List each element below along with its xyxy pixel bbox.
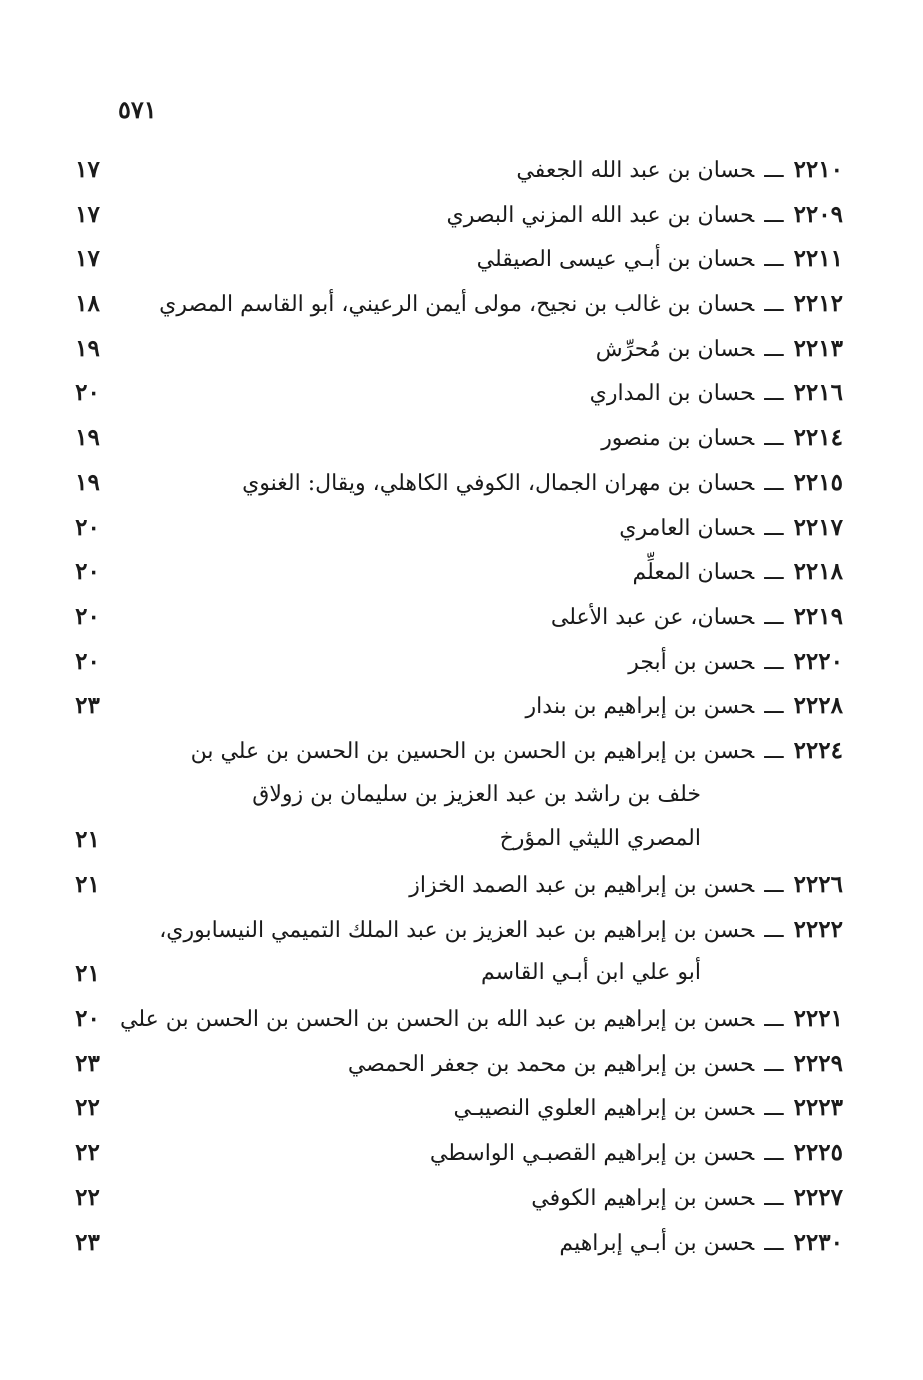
entry-dash: ـــ <box>764 247 784 273</box>
entry-page-ref: ١٧ <box>75 156 100 183</box>
entry-dash: ـــ <box>764 426 784 452</box>
entry-dash: ـــ <box>764 292 784 318</box>
entry-continuation-line <box>0 820 923 865</box>
entry-dash: ـــ <box>764 515 784 541</box>
entry-name: حسان بن عبد الله المزني البصري <box>446 202 755 228</box>
entry-line <box>0 239 923 284</box>
entry-text-block <box>559 1229 843 1256</box>
entry-name: حسن بن إبراهيم بن بندار <box>525 694 755 720</box>
entry-name: حسان بن عبد الله الجعفي <box>516 158 755 183</box>
entry-page-ref: ٢١ <box>75 871 100 898</box>
entry-name: حسن بن إبراهيم بن عبد الصمد الخزاز <box>409 873 755 898</box>
entry-name: حسان بن أبـي عيسى الصيقلي <box>476 247 755 273</box>
entry-page-ref: ٢١ <box>75 826 100 854</box>
index-entry <box>0 195 923 240</box>
index-entry <box>0 1044 923 1089</box>
entry-line <box>0 552 923 597</box>
entry-line <box>0 597 923 642</box>
entry-number: ٢٢٢٩ <box>793 1049 843 1077</box>
index-entry <box>0 999 923 1044</box>
entry-page-ref: ١٧ <box>75 200 100 228</box>
entry-name: حسان بن منصور <box>601 426 755 452</box>
entry-dash: ـــ <box>764 694 784 720</box>
entry-page-ref: ٢٣ <box>75 1228 100 1256</box>
entry-text-block <box>242 469 843 496</box>
entry-dash: ـــ <box>764 1051 784 1077</box>
entry-page-ref: ٢٣ <box>75 1049 100 1077</box>
entry-page-ref: ١٨ <box>75 290 100 318</box>
entry-text-block <box>430 1139 843 1166</box>
entry-name: حسن بن إبراهيم بن محمد بن جعفر الحمصي <box>347 1051 755 1077</box>
entry-dash: ـــ <box>764 560 784 586</box>
entry-number: ٢٢٢٦ <box>793 871 843 898</box>
entry-line <box>0 1223 923 1268</box>
entry-line <box>0 1133 923 1178</box>
entry-name: حسن بن أبـي إبراهيم <box>559 1230 755 1256</box>
entry-line <box>0 865 923 910</box>
index-entry <box>0 284 923 329</box>
entry-text-block <box>120 1005 843 1032</box>
entry-dash: ـــ <box>764 470 784 496</box>
entry-name: حسان بن مهران الجمال، الكوفي الكاهلي، ويقال: الغنوي <box>242 470 755 496</box>
entry-text-block <box>632 558 843 585</box>
entry-name: حسن بن إبراهيم القصبـي الواسطي <box>429 1141 755 1167</box>
entry-line <box>0 1088 923 1133</box>
entry-continuation-line <box>0 954 923 999</box>
entry-continuation-text: خلف بن راشد بن عبد العزيز بن سليمان بن زولاق <box>252 781 701 807</box>
index-entry <box>0 239 923 284</box>
index-entry <box>0 686 923 731</box>
entry-name: حسان بن غالب بن نجيح، مولى أيمن الرعيني، أبو القاسم المصري <box>159 292 755 318</box>
entry-text-block <box>159 916 843 943</box>
entry-page-ref: ٢٢ <box>75 1183 100 1211</box>
entry-number: ٢٢١٤ <box>793 424 843 452</box>
entry-line <box>0 150 923 195</box>
index-entry <box>0 463 923 508</box>
entry-text-block <box>191 737 843 764</box>
entry-page-ref: ١٩ <box>75 334 100 362</box>
entry-continuation-text: المصري الليثي المؤرخ <box>499 826 701 852</box>
entry-continuation-text: أبو علي ابن أبـي القاسم <box>480 960 701 986</box>
entry-text-block <box>590 379 843 406</box>
entry-line <box>0 463 923 508</box>
entry-line <box>0 195 923 240</box>
entry-line <box>0 508 923 553</box>
entry-page-ref: ٢٢ <box>75 1139 100 1167</box>
entry-page-ref: ١٩ <box>75 424 100 452</box>
entry-text-block <box>454 1094 843 1121</box>
entry-page-ref: ٢٢ <box>75 1094 100 1122</box>
entry-text-block <box>628 648 843 675</box>
entry-number: ٢٢١٢ <box>793 290 843 318</box>
index-entry <box>0 373 923 418</box>
entry-dash: ـــ <box>764 873 784 898</box>
entry-number: ٢٢٢٢ <box>793 915 843 943</box>
index-entry <box>0 150 923 195</box>
entry-text-block <box>477 245 843 272</box>
entry-number: ٢٢١٨ <box>793 558 843 586</box>
entry-name: حسن بن أبجر <box>628 649 755 675</box>
entry-number: ٢٢٢٣ <box>793 1094 843 1122</box>
entry-line <box>0 686 923 731</box>
entry-number: ٢٢٢٧ <box>793 1183 843 1211</box>
entry-number: ٢٢١١ <box>793 245 843 273</box>
entry-number: ٢٢٢٤ <box>793 736 843 764</box>
entry-line <box>0 329 923 374</box>
entry-line <box>0 284 923 329</box>
index-entry <box>0 508 923 553</box>
entry-name: حسان بن المداري <box>589 381 755 407</box>
entry-page-ref: ٢٠ <box>75 1005 100 1033</box>
index-entry <box>0 1223 923 1268</box>
entry-name: حسان المعلِّم <box>632 560 755 586</box>
entry-page-ref: ١٧ <box>75 245 100 273</box>
page-number: ٥٧١ <box>118 95 157 124</box>
entry-dash: ـــ <box>764 336 784 362</box>
entry-number: ٢٢١٣ <box>793 334 843 362</box>
entry-page-ref: ٢٠ <box>75 602 100 630</box>
index-entry <box>0 865 923 910</box>
entry-dash: ـــ <box>764 1230 784 1256</box>
entry-page-ref: ٢٣ <box>75 692 100 720</box>
entry-dash: ـــ <box>764 1185 784 1211</box>
entry-number: ٢٢٢١ <box>793 1005 843 1033</box>
entry-number: ٢٢١٠ <box>793 156 843 183</box>
index-entry <box>0 418 923 463</box>
entry-dash: ـــ <box>764 1096 784 1122</box>
entry-dash: ـــ <box>764 202 784 228</box>
entry-page-ref: ٢٠ <box>75 558 100 586</box>
entry-line <box>0 1178 923 1223</box>
entry-name: حسن بن إبراهيم بن عبد العزيز بن عبد الملك التميمي النيسابوري، <box>159 917 755 943</box>
entry-number: ٢٢٢٠ <box>793 647 843 675</box>
entry-dash: ـــ <box>764 604 784 630</box>
entry-continuation-line <box>0 776 923 821</box>
entry-text-block <box>159 290 843 317</box>
entry-name: حسان العامري <box>619 515 755 541</box>
entry-number: ٢٢٣٠ <box>793 1228 843 1256</box>
entry-line <box>0 418 923 463</box>
entry-name: حسن بن إبراهيم بن عبد الله بن الحسن بن الحسن بن الحسن بن علي <box>120 1007 755 1033</box>
entry-dash: ـــ <box>764 738 784 764</box>
entry-name: حسان، عن عبد الأعلى <box>550 604 755 630</box>
index-entry <box>0 1178 923 1223</box>
entry-number: ٢٢٠٩ <box>793 200 843 228</box>
entry-text-block <box>596 335 843 362</box>
index-entry <box>0 731 923 865</box>
entry-text-block <box>348 1050 843 1077</box>
entry-text-block <box>551 603 843 630</box>
entry-text-block <box>516 156 843 183</box>
entry-dash: ـــ <box>764 381 784 407</box>
entry-line <box>0 910 923 955</box>
entry-line <box>0 373 923 418</box>
entry-text-block <box>531 1184 843 1211</box>
entry-text-block <box>619 514 843 541</box>
entry-page-ref: ٢٠ <box>75 647 100 675</box>
index-entry <box>0 597 923 642</box>
index-entry <box>0 1088 923 1133</box>
entry-page-ref: ٢١ <box>75 960 100 988</box>
entry-number: ٢٢٢٥ <box>793 1139 843 1167</box>
entry-page-ref: ١٩ <box>75 468 100 496</box>
index-entry <box>0 642 923 687</box>
entry-line <box>0 731 923 776</box>
entry-number: ٢٢١٦ <box>793 379 843 407</box>
entry-line <box>0 1044 923 1089</box>
entry-text-block <box>601 424 843 451</box>
entry-page-ref: ٢٠ <box>75 513 100 541</box>
entry-number: ٢٢١٩ <box>793 602 843 630</box>
entry-page-ref: ٢٠ <box>75 379 100 407</box>
entry-text-block <box>409 871 843 898</box>
entry-number: ٢٢١٧ <box>793 513 843 541</box>
entry-dash: ـــ <box>764 158 784 183</box>
entry-dash: ـــ <box>764 649 784 675</box>
entry-name: حسان بن مُحرِّش <box>595 336 755 362</box>
entry-name: حسن بن إبراهيم الكوفي <box>531 1185 755 1211</box>
entry-dash: ـــ <box>764 1141 784 1167</box>
entry-number: ٢٢١٥ <box>793 468 843 496</box>
index-list <box>0 150 923 1267</box>
entry-text-block <box>526 692 843 719</box>
index-entry <box>0 1133 923 1178</box>
entry-line <box>0 642 923 687</box>
entry-name: حسن بن إبراهيم العلوي النصيبـي <box>453 1096 755 1122</box>
entry-dash: ـــ <box>764 1007 784 1033</box>
entry-text-block <box>446 201 843 228</box>
entry-number: ٢٢٢٨ <box>793 692 843 720</box>
entry-dash: ـــ <box>764 917 784 943</box>
entry-name: حسن بن إبراهيم بن الحسن بن الحسين بن الحسن بن علي بن <box>190 738 755 764</box>
index-entry <box>0 910 923 999</box>
index-entry <box>0 552 923 597</box>
index-entry <box>0 329 923 374</box>
entry-line <box>0 999 923 1044</box>
